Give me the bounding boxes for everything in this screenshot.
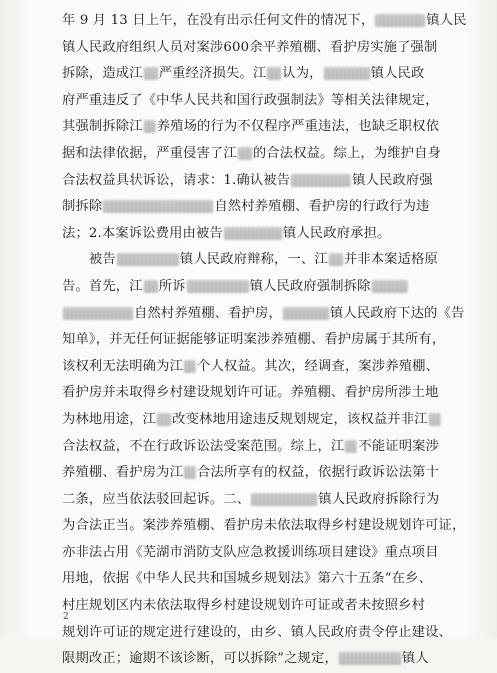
text-line: [62, 487, 440, 514]
text-line: [62, 194, 436, 221]
text-line: [62, 620, 452, 647]
redacted-name: [339, 652, 401, 665]
redacted-name: [144, 67, 158, 80]
redacted-name: [103, 200, 213, 213]
text-segment: 养殖棚、看护房为江: [62, 465, 184, 481]
text-segment: 镇人民政府承担。: [282, 225, 391, 241]
text-segment: 自然村养殖棚、看护房，: [134, 305, 282, 321]
text-segment: 拆除，造成江: [62, 66, 143, 82]
text-segment: 合法权益，不在行政诉讼法受案范围。综上，江: [62, 438, 345, 454]
redacted-name: [238, 147, 252, 160]
text-segment: 法；2.本案诉讼费用由被告: [62, 225, 223, 241]
text-line: [62, 380, 439, 407]
redacted-name: [144, 280, 158, 293]
text-segment: 镇人民政府强制拆除: [249, 278, 371, 294]
text-segment: 严重经济损失。江: [158, 66, 267, 82]
text-segment: 府严重违反了《中华人民共和国行政强制法》等相关法律规定，: [62, 92, 439, 108]
redacted-name: [157, 413, 171, 426]
redacted-name: [267, 67, 281, 80]
text-segment: 为林地用途，江: [62, 411, 157, 427]
text-segment: 规划许可证的规定进行建设的，由乡、镇人民政府责令停止建设、: [62, 624, 452, 640]
text-line: [62, 513, 466, 540]
redacted-name: [251, 493, 317, 506]
text-segment: 亦非法占用《芜湖市消防支队应急救援训练项目建设》重点项目: [62, 544, 439, 560]
text-segment: 其强制拆除江: [62, 119, 143, 135]
text-line: [62, 221, 436, 248]
text-line: [62, 168, 436, 195]
text-segment: 被告: [89, 252, 116, 268]
text-line: [62, 593, 436, 620]
text-segment: 据和法律依据，严重侵害了江: [62, 145, 237, 161]
text-segment: 看护房并未取得乡村建设规划许可证。养殖棚、看护房所涉土地: [62, 385, 439, 401]
text-line: [62, 8, 467, 35]
text-segment: 合法所享有的权益，依据行政诉讼法第十: [197, 465, 440, 481]
text-line: [62, 327, 446, 354]
text-segment: 制拆除: [62, 199, 103, 215]
text-segment: 镇人民: [426, 13, 467, 28]
text-segment: 知单》，并无任何证据能够证明案涉养殖棚、看护房属于其所有，: [62, 332, 446, 348]
text-line: [62, 114, 440, 141]
text-segment: 自然村养殖棚、看护房的行政行为违: [214, 199, 430, 215]
text-segment: 镇人民政府拆除行为: [318, 491, 440, 507]
redacted-name: [375, 14, 425, 27]
text-segment: 改变林地用途违反规划规定，该权益并非江: [172, 411, 428, 427]
text-line: [62, 274, 436, 301]
text-segment: 村庄规划区内未依法取得乡村建设规划许可证或者未按照乡村: [62, 598, 426, 614]
text-segment: 个人权益。其次，经调查，案涉养殖棚、: [197, 358, 440, 374]
redacted-name: [117, 253, 179, 266]
text-line: [62, 88, 439, 115]
redacted-name: [184, 466, 196, 479]
text-segment: 该权利无法明确为江: [62, 358, 184, 374]
text-line: [62, 566, 436, 593]
text-segment: 限期改正；逾期不该诊断，可以拆除”之规定，: [62, 651, 338, 667]
text-line: [62, 540, 439, 567]
text-segment: 年 9 月 13 日上午，在没有出示任何文件的情况下，: [62, 13, 375, 28]
redacted-name: [144, 120, 156, 133]
text-line: [62, 247, 436, 274]
redacted-name: [329, 253, 343, 266]
text-segment: 合法权益具状诉讼，请求：1.确认被告: [62, 172, 291, 188]
text-segment: 镇人民政府下达的《告: [329, 305, 465, 321]
redacted-name: [429, 413, 441, 426]
text-segment: 二条，应当依法驳回起诉。二、: [62, 491, 251, 507]
text-line: [62, 35, 436, 62]
text-segment: 为合法正当。案涉养殖棚、看护房未依法取得乡村建设规划许可证，: [62, 518, 466, 534]
redacted-name: [63, 307, 133, 320]
redacted-name: [187, 280, 249, 293]
text-line: [62, 434, 440, 461]
text-segment: 镇人民政: [370, 66, 425, 82]
document-body: [62, 8, 467, 673]
text-line: [62, 460, 440, 487]
text-segment: 不能证明案涉: [358, 438, 440, 454]
redacted-name: [324, 67, 370, 80]
redacted-name: [345, 440, 357, 453]
redacted-name: [372, 280, 408, 293]
text-segment: 镇人民政府辩称，一、江: [179, 252, 328, 268]
text-segment: 的合法权益。综上，为维护自身: [252, 145, 442, 161]
text-line: [62, 646, 436, 673]
text-segment: 所诉: [158, 278, 186, 294]
page-number: 2: [63, 612, 69, 622]
redacted-name: [291, 174, 351, 187]
redacted-name: [224, 227, 282, 240]
text-segment: 镇人民政府强: [352, 172, 433, 188]
text-segment: 养殖场的行为不仅程序严重违法，也缺乏职权依: [156, 119, 440, 135]
text-segment: 镇人民政府组织人员对案涉600余平养殖棚、看护房实施了强制: [62, 39, 438, 55]
redacted-name: [184, 360, 196, 373]
text-segment: 用地，依据《中华人民共和国城乡规划法》第六十五条“在乡、: [62, 571, 433, 587]
text-segment: 告。首先，江: [62, 278, 143, 294]
redacted-name: [283, 307, 329, 320]
text-line: [62, 141, 442, 168]
text-line: [62, 407, 436, 434]
text-segment: 镇人: [401, 651, 429, 667]
text-line: [62, 301, 465, 328]
text-segment: 并非本案适格原: [343, 252, 438, 268]
text-line: [62, 354, 440, 381]
text-segment: 认为，: [282, 66, 323, 82]
text-line: [62, 61, 436, 88]
